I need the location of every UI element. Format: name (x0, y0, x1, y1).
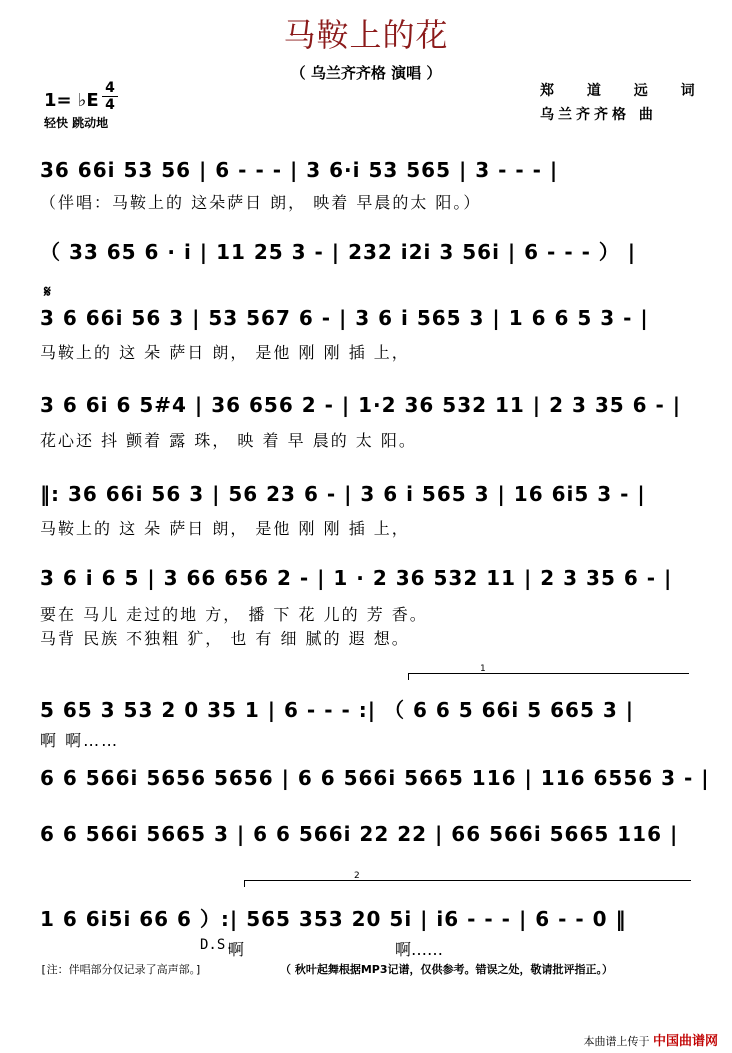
segno-sign: 𝄋 (44, 282, 51, 301)
staff-row-5: ‖: 36 66i 56 3 | 56 23 6 - | 3 6 i 565 3 | 16 6i5 3 - | (40, 482, 646, 506)
performer-subtitle: （ 乌兰齐齐格 演唱 ） (290, 64, 442, 82)
meter-top: 4 (102, 80, 118, 97)
tempo-marking: 轻快 跳动地 (44, 116, 109, 130)
ds-marking: D.S. (200, 937, 234, 953)
volta-number-1: 1 (480, 664, 486, 674)
volta-number-2: 2 (354, 871, 360, 881)
staff-row-6: 3 6 i 6 5 | 3 66 656 2 - | 1 · 2 36 532 11 | 2 3 35 6 - | (40, 566, 673, 590)
lyric-row-6b: 马背 民族 不独粗 犷， 也 有 细 腻的 遐 想。 (40, 629, 410, 648)
staff-row-2: （ 33 65 6 · i | 11 25 3 - | 232 i2i 3 56i | 6 - - - ） | (40, 240, 637, 264)
lyric-row-6a: 要在 马儿 走过的地 方， 播 下 花 儿的 芳 香。 (40, 605, 428, 624)
footnote-transcriber: （ 秋叶起舞根据MP3记谱，仅供参考。错误之处，敬请批评指正。） (280, 963, 613, 976)
ending-lyric-b: 啊…… (395, 940, 444, 959)
lyric-row-7: 啊 啊…… (40, 731, 120, 750)
site-footer (583, 1030, 718, 1049)
staff-row-3: 3 6 66i 56 3 | 53 567 6 - | 3 6 i 565 3 | 1 6 6 5 3 - | (40, 306, 649, 330)
meter-bottom: 4 (105, 97, 115, 113)
staff-row-1: 36 66i 53 56 | 6 - - - | 3 6·i 53 565 | 3 - - - | (40, 158, 559, 182)
footnote-harmony: [注：伴唱部分仅记录了高声部。] (40, 963, 202, 976)
staff-row-4: 3 6 6i 6 5#4 | 36 656 2 - | 1·2 36 532 11 | 2 3 35 6 - | (40, 393, 682, 417)
time-signature (102, 80, 118, 113)
composer-credit: 乌兰齐齐格 曲 (540, 107, 657, 123)
volta-bracket-1 (408, 673, 689, 680)
key-signature: 1= ♭E (44, 90, 99, 111)
staff-row-8: 6 6 566i 5656 5656 | 6 6 566i 5665 116 | 116 6556 3 - | (40, 766, 710, 790)
staff-row-7: 5 65 3 53 2 0 35 1 | 6 - - - :| （ 6 6 5 66i 5 665 3 | (40, 698, 635, 722)
lyric-row-4: 花心还 抖 颤着 露 珠， 映 着 早 晨的 太 阳。 (40, 431, 417, 450)
lyric-row-1: （伴唱：马鞍上的 这朵萨日 朗， 映着 早晨的太 阳。） (40, 193, 482, 212)
staff-row-10: 1 6 6i5i 66 6 ）:| 565 353 20 5i | i6 - - - | 6 - - 0 ‖ (40, 907, 627, 931)
site-brand-logo[interactable]: 中国曲谱网 (652, 1034, 718, 1049)
staff-row-9: 6 6 566i 5665 3 | 6 6 566i 22 22 | 66 566i 5665 116 | (40, 822, 679, 846)
song-title: 马鞍上的花 (283, 16, 449, 54)
lyric-row-5: 马鞍上的 这 朵 萨日 朗， 是他 刚 刚 插 上， (40, 519, 410, 538)
lyric-row-3: 马鞍上的 这 朵 萨日 朗， 是他 刚 刚 插 上， (40, 343, 410, 362)
ending-lyric-a: 啊 (228, 940, 245, 959)
volta-bracket-2 (244, 880, 691, 887)
lyricist-credit: 郑 道 远 词 (540, 83, 709, 99)
footer-text: 本曲谱上传于 (583, 1035, 650, 1048)
